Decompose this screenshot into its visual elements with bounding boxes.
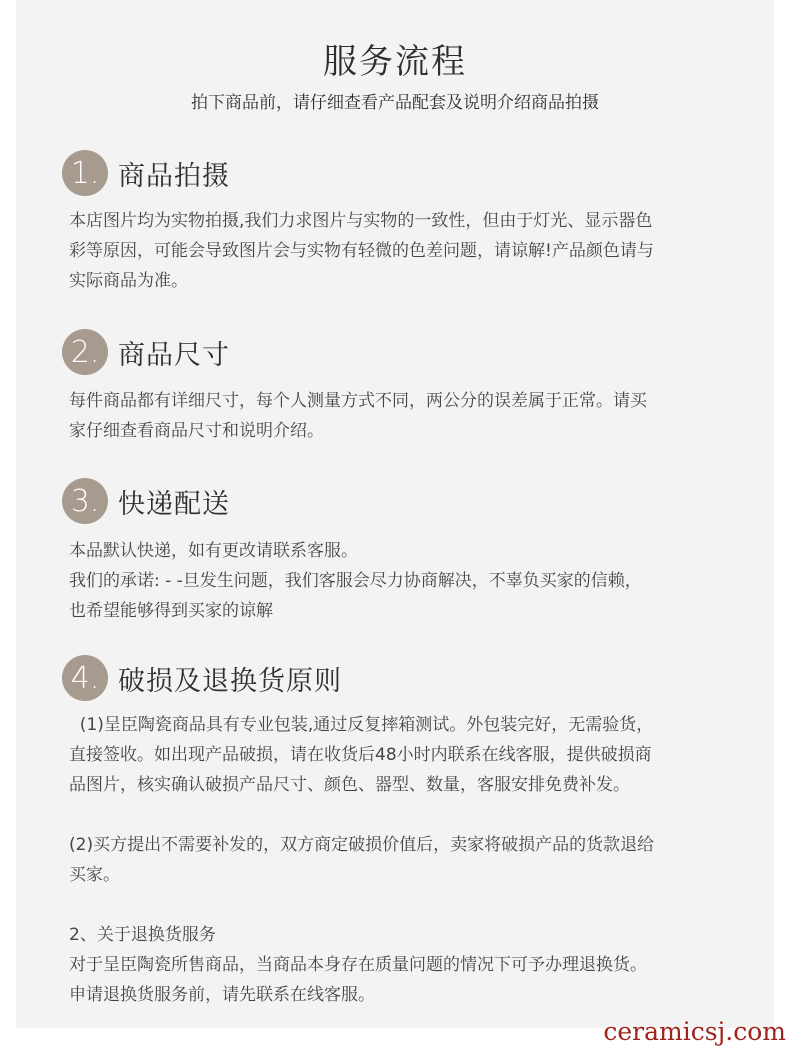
paragraph-line: (2)买方提出不需要补发的，双方商定破损价值后，卖家将破损产品的货款退给 (69, 835, 655, 855)
section-number-badge: 3. (62, 478, 108, 524)
section-4-body (69, 710, 769, 1010)
page-title: 服务流程 (323, 42, 467, 82)
paragraph-line: (1)呈臣陶瓷商品具有专业包装,通过反复摔箱测试。外包装完好，无需验货， (69, 715, 654, 735)
paragraph-line: 实际商品为准。 (69, 271, 188, 291)
paragraph-line (69, 890, 769, 920)
section-3-header (62, 478, 230, 524)
section-number-badge: 2. (62, 329, 108, 375)
paragraph-line: 本店图片均为实物拍摄,我们力求图片与实物的一致性，但由于灯光、显示器色 (69, 211, 653, 231)
content-panel (16, 0, 774, 1028)
section-1-body (69, 206, 769, 296)
paragraph-line: 我们的承诺: - -旦发生问题，我们客服会尽力协商解决，不辜负买家的信赖， (69, 571, 642, 591)
paragraph-line: 家仔细查看商品尺寸和说明介绍。 (69, 421, 324, 441)
section-2-body (69, 386, 769, 446)
section-number-badge: 4. (62, 655, 108, 701)
paragraph-line: 申请退换货服务前，请先联系在线客服。 (69, 985, 375, 1005)
section-title: 破损及退换货原则 (118, 665, 342, 697)
paragraph-line: 也希望能够得到买家的谅解 (69, 601, 273, 621)
section-4-header (62, 655, 342, 701)
paragraph-line (69, 800, 769, 830)
section-title: 快递配送 (118, 488, 230, 520)
paragraph-line: 彩等原因，可能会导致图片会与实物有轻微的色差问题，请谅解!产品颜色请与 (69, 241, 654, 261)
paragraph-line: 直接签收。如出现产品破损，请在收货后48小时内联系在线客服，提供破损商 (69, 745, 652, 765)
page-subtitle: 拍下商品前，请仔细查看产品配套及说明介绍商品拍摄 (191, 93, 599, 113)
watermark-text: ceramicsj.com (603, 1017, 786, 1046)
section-title: 商品尺寸 (118, 339, 230, 371)
section-2-header (62, 329, 230, 375)
section-number-badge: 1. (62, 150, 108, 196)
section-3-body (69, 536, 769, 626)
paragraph-line: 品图片，核实确认破损产品尺寸、颜色、器型、数量，客服安排免费补发。 (69, 775, 630, 795)
paragraph-line: 买家。 (69, 865, 120, 885)
paragraph-line: 每件商品都有详细尺寸，每个人测量方式不同，两公分的误差属于正常。请买 (69, 391, 647, 411)
section-1-header (62, 150, 230, 196)
section-title: 商品拍摄 (118, 160, 230, 192)
paragraph-line: 对于呈臣陶瓷所售商品，当商品本身存在质量问题的情况下可予办理退换货。 (69, 955, 647, 975)
paragraph-line: 本品默认快递，如有更改请联系客服。 (69, 541, 358, 561)
paragraph-line: 2、关于退换货服务 (69, 925, 216, 945)
